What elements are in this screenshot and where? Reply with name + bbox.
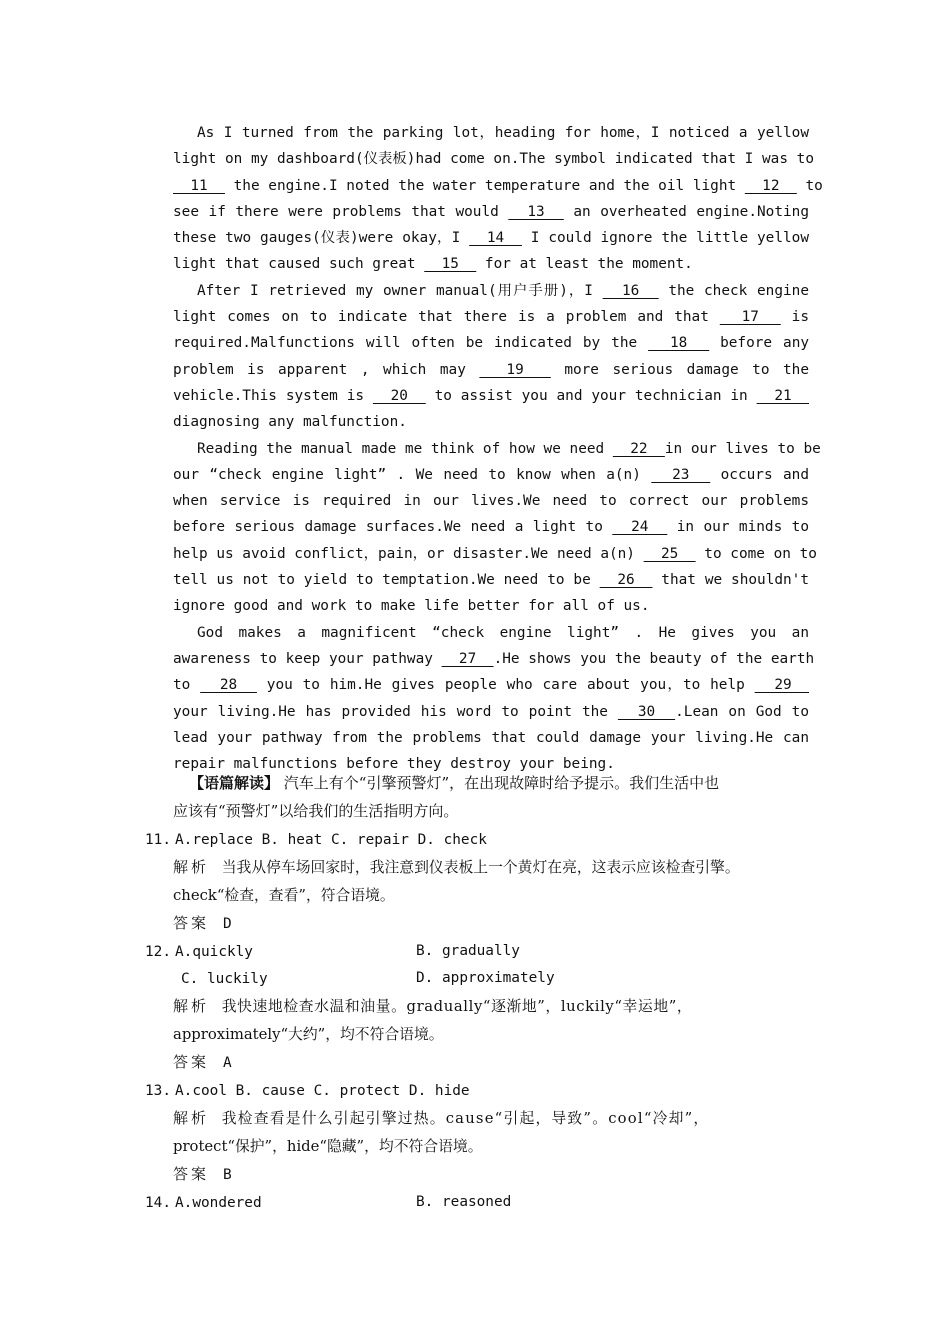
passage-line: light on my dashboard(仪表板)had come on.The symbol indicated that I was to: [173, 151, 814, 168]
cloze-blank: 28: [200, 677, 257, 694]
options-line: A.cool B. cause C. protect D. hide: [175, 1083, 470, 1100]
question-options: [145, 1077, 825, 1105]
passage-line: repair malfunctions before they destroy your being.: [173, 756, 615, 773]
option-a: A.wondered: [175, 1194, 262, 1211]
answer-label: 答案: [173, 1164, 210, 1183]
cloze-blank: 25: [643, 545, 696, 562]
summary-text: 汽车上有个“引擎预警灯”，在出现故障时给予提示。我们生活中也: [283, 774, 720, 792]
passage-line: our “check engine light” . We need to know when a(n) 23 occurs and: [173, 466, 810, 483]
explanation-label: 解析: [173, 857, 210, 876]
cloze-blank: 12: [744, 177, 797, 194]
explanation: [145, 1105, 825, 1133]
question-options: [145, 826, 825, 854]
cloze-blank: 21: [756, 387, 809, 404]
explanation-continued: protect“保护”，hide“隐藏”，均不符合语境。: [173, 1137, 483, 1155]
cloze-blank: 11: [173, 177, 225, 194]
passage-line: Reading the manual made me think of how we need 22 in our lives to be: [197, 440, 821, 457]
explanation-text: 我检查看是什么引起引擎过热。cause“引起，导致”。cool“冷却”，: [221, 1109, 710, 1127]
explanation-continued: approximately“大约”，均不符合语境。: [173, 1026, 444, 1044]
question-number: 12.: [145, 943, 171, 960]
question-number: 14.: [145, 1194, 171, 1211]
cloze-blank: 19: [479, 361, 551, 378]
answer-label: 答案: [173, 913, 210, 932]
cloze-blank: 30: [617, 703, 676, 720]
explanation-label: 解析: [173, 1108, 210, 1127]
cloze-blank: 20: [372, 387, 426, 404]
question-options: [145, 965, 825, 993]
explanation: [145, 993, 825, 1021]
cloze-blank: 23: [651, 466, 711, 483]
option-b: B. gradually: [416, 942, 520, 959]
cloze-blank: 26: [599, 572, 653, 589]
answer-row: [145, 910, 825, 938]
options-line: A.replace B. heat C. repair D. check: [175, 832, 487, 848]
passage-line: As I turned from the parking lot，heading for home，I noticed a yellow: [197, 125, 809, 141]
passage-line: diagnosing any malfunction.: [173, 414, 407, 431]
question-options: [145, 1189, 825, 1217]
passage-line: when service is required in our lives.We need to correct our problems: [173, 493, 809, 510]
explanation-label: 解析: [173, 997, 210, 1016]
cloze-blank: 17: [719, 309, 781, 326]
summary-text: 应该有“预警灯”以给我们的生活指明方向。: [173, 801, 459, 820]
passage-line: After I retrieved my owner manual(用户手册)，I 16 the check engine: [197, 282, 809, 299]
explanation: [145, 854, 825, 882]
passage-line: light comes on to indicate that there is a problem and that 17 is: [173, 309, 809, 326]
cloze-blank: 29: [754, 677, 810, 694]
explanation-continued: check“检查，查看”，符合语境。: [173, 886, 395, 904]
cloze-blank: 27: [441, 650, 494, 667]
summary-title: 【语篇解读】: [189, 774, 280, 792]
passage-line: ignore good and work to make life better for all of us.: [173, 598, 650, 615]
passage-line: see if there were problems that would 13 an overheated engine.Noting: [173, 203, 809, 220]
option-d: D. approximately: [416, 970, 555, 987]
option-c: C. luckily: [181, 971, 268, 988]
passage-summary: [173, 770, 813, 825]
cloze-blank: 22: [612, 440, 665, 457]
passage-line: problem is apparent , which may 19 more serious damage to the: [173, 361, 809, 378]
passage-line: these two gauges(仪表)were okay，I 14 I could ignore the little yellow: [173, 230, 810, 247]
answer-value: A: [223, 1055, 232, 1072]
explanation-text: 当我从停车场回家时，我注意到仪表板上一个黄灯在亮，这表示应该检查引擎。: [221, 858, 740, 876]
answer-value: B: [223, 1166, 232, 1183]
cloze-blank: 14: [469, 230, 522, 247]
passage-line: God makes a magnificent “check engine light” . He gives you an: [197, 624, 809, 641]
question-number: 13.: [145, 1083, 171, 1100]
question-number: 11.: [145, 832, 171, 848]
explanation-text: 我快速地检查水温和油量。gradually“逐渐地”，luckily“幸运地”，: [221, 998, 693, 1016]
question-options: [145, 938, 825, 966]
passage-line: help us avoid conflict，pain，or disaster.We need a(n) 25 to come on to: [173, 545, 817, 562]
option-b: B. reasoned: [416, 1193, 512, 1210]
cloze-blank: 13: [508, 203, 564, 220]
cloze-blank: 15: [424, 256, 477, 273]
cloze-passage: [173, 120, 823, 777]
cloze-blank: 24: [612, 519, 668, 536]
answer-value: D: [223, 915, 232, 932]
cloze-blank: 16: [602, 282, 659, 299]
passage-line: required.Malfunctions will often be indicated by the 18 before any: [173, 335, 810, 352]
option-a: A.quickly: [175, 943, 253, 960]
passage-line: 11 the engine.I noted the water temperature and the oil light 12 to: [173, 177, 823, 194]
passage-line: your living.He has provided his word to point the 30 .Lean on God to: [173, 703, 809, 720]
passage-line: awareness to keep your pathway 27 .He shows you the beauty of the earth: [173, 650, 815, 667]
cloze-blank: 18: [648, 335, 710, 352]
passage-line: before serious damage surfaces.We need a light to 24 in our minds to: [173, 519, 809, 536]
passage-line: tell us not to yield to temptation.We need to be 26 that we shouldn't: [173, 572, 810, 589]
answer-label: 答案: [173, 1053, 210, 1072]
answer-row: [145, 1049, 825, 1077]
answer-row: [145, 1161, 825, 1189]
passage-line: vehicle.This system is 20 to assist you and your technician in 21: [173, 387, 809, 404]
passage-line: to 28 you to him.He gives people who care about you，to help 29: [173, 677, 810, 694]
passage-line: lead your pathway from the problems that could damage your living.He can: [173, 729, 809, 746]
passage-line: light that caused such great 15 for at least the moment.: [173, 256, 693, 273]
question-list: [145, 826, 825, 1216]
